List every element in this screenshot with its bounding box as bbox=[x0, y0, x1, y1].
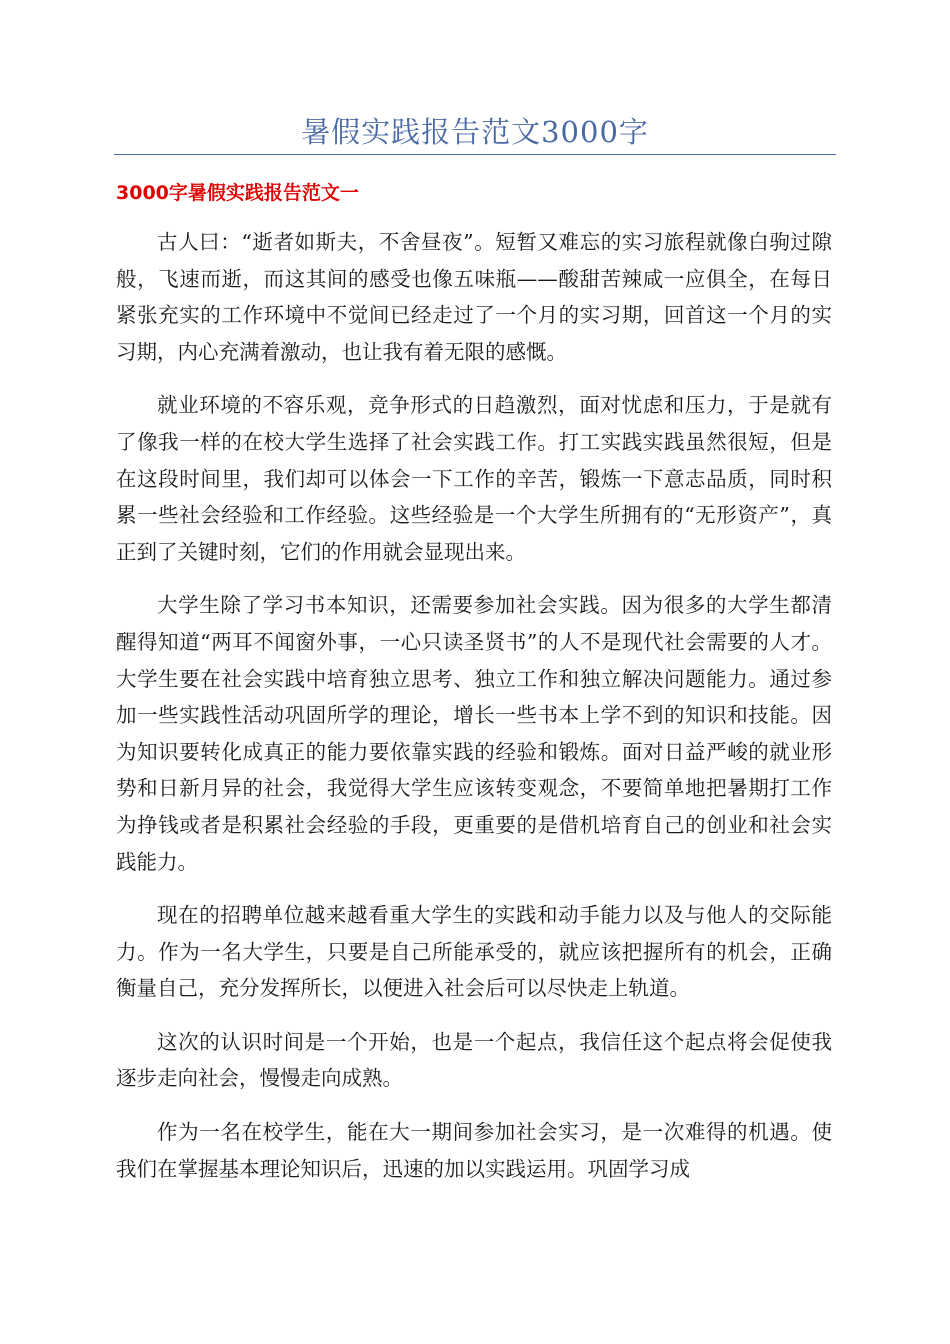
paragraph: 现在的招聘单位越来越看重大学生的实践和动手能力以及与他人的交际能力。作为一名大学生，只要是自己所能承受的，就应该把握所有的机会，正确衡量自己，充分发挥所长，以便进入社会后可以尽快走上轨道。 bbox=[116, 903, 832, 1001]
section-heading: 3000字暑假实践报告范文一 bbox=[116, 182, 359, 204]
paragraph: 这次的认识时间是一个开始，也是一个起点，我信任这个起点将会促使我逐步走向社会，慢慢走向成熟。 bbox=[116, 1029, 832, 1091]
document-title: 暑假实践报告范文3000字 bbox=[301, 115, 649, 149]
paragraph: 大学生除了学习书本知识，还需要参加社会实践。因为很多的大学生都清醒得知道“两耳不闻窗外事，一心只读圣贤书”的人不是现代社会需要的人才。大学生要在社会实践中培育独立思考、独立工作和独立解决问题能力。通过参加一些实践性活动巩固所学的理论，增长一些书本上学不到的知识和技能。因为知识要转化成真正的能力要依靠实践的经验和锻炼。面对日益严峻的就业形势和日新月异的社会，我觉得大学生应该转变观念，不要简单地把暑期打工作为挣钱或者是积累社会经验的手段，更重要的是借机培育自己的创业和社会实践能力。 bbox=[116, 593, 832, 874]
document-body bbox=[116, 224, 832, 1204]
paragraph: 作为一名在校学生，能在大一期间参加社会实习，是一次难得的机遇。使我们在掌握基本理论知识后，迅速的加以实践运用。巩固学习成 bbox=[116, 1120, 832, 1181]
title-underline-rule bbox=[114, 154, 836, 155]
paragraph: 古人曰：“逝者如斯夫，不舍昼夜”。短暂又难忘的实习旅程就像白驹过隙般，飞速而逝，而这其间的感受也像五味瓶——酸甜苦辣咸一应俱全，在每日紧张充实的工作环境中不觉间已经走过了一个月的实习期，回首这一个月的实习期，内心充满着激动，也让我有着无限的感慨。 bbox=[116, 230, 832, 364]
paragraph: 就业环境的不容乐观，竞争形式的日趋激烈，面对忧虑和压力，于是就有了像我一样的在校大学生选择了社会实践工作。打工实践实践虽然很短，但是在这段时间里，我们却可以体会一下工作的辛苦，锻炼一下意志品质，同时积累一些社会经验和工作经验。这些经验是一个大学生所拥有的“无形资产”，真正到了关键时刻，它们的作用就会显现出来。 bbox=[116, 393, 832, 564]
